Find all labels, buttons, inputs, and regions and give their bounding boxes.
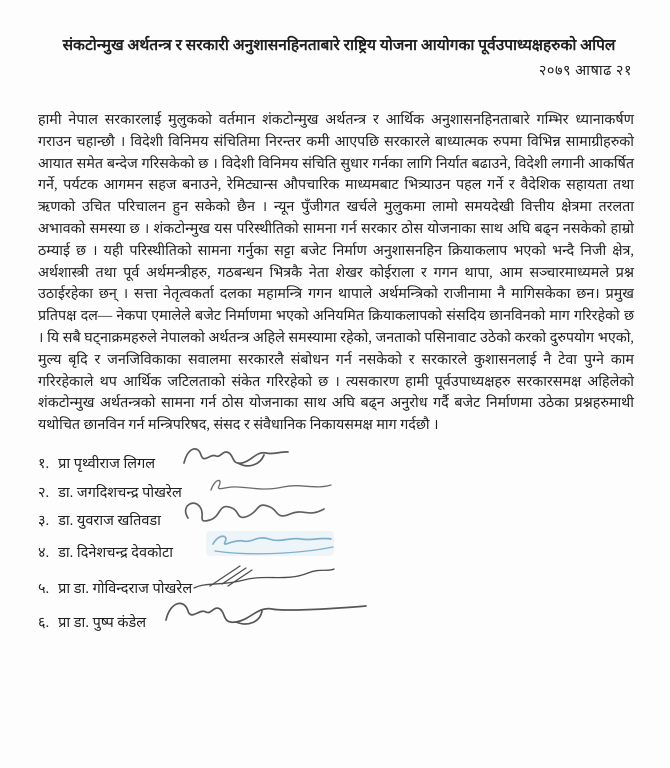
signatory-row <box>38 510 670 540</box>
signatory-row <box>38 612 670 642</box>
signatory-number: २. <box>38 485 50 501</box>
signatory-number: ४. <box>38 545 50 561</box>
signatory-name: डा. जगदिशचन्द्र पोखरेल <box>58 485 182 501</box>
signatory-number: ३. <box>38 513 50 529</box>
signatory-number: १. <box>38 456 50 472</box>
signatory-number: ६. <box>38 615 50 631</box>
document-date: २०७९ आषाढ २१ <box>538 63 632 79</box>
signatory-row <box>38 453 670 483</box>
signatory-name: प्रा डा. गोविन्दराज पोखरेल <box>58 581 193 597</box>
signatory-number: ५. <box>38 581 50 597</box>
appeal-body-paragraph: हामी नेपाल सरकारलाई मुलुकको वर्तमान शंकटोन्मुख अर्थतन्त्र र आर्थिक अनुशासनहिनताबारे गम्भिर ध्यानाकर्षण गराउन चहान्छौ । विदेशी विनिमय संचितिमा निरन्तर कमी आएपछि सरकारले बाध्यात्मक रुपमा विभिन्न सामाग्रीहरुको आयात समेत बन्देज गरिसकेको छ । विदेशी विनिमय संचिति सुधार गर्नका लागि निर्यात बढाउने, विदेशी लगानी आकर्षित गर्ने, पर्यटक आगमन सहज बनाउने, रेमिट्यान्स औपचारिक माध्यमबाट भित्र्याउन पहल गर्ने र वैदेशिक सहायता तथा ऋणको उचित परिचालन हुन सकेको छैन । न्यून पुँजीगत खर्चले मुलुकमा लामो समयदेखी वित्तीय क्षेत्रमा तरलता अभावको समस्या छ । शंकटोन्मुख यस परिस्थीतिको सामना गर्न सरकार ठोस योजनाका साथ अघि बढ्न नसकेको हाम्रो ठम्याई छ । यही परिस्थीतिको सामना गर्नुका सट्टा बजेट निर्माण अनुशासनहिन क्रियाकलाप भएको भन्दै निजी क्षेत्र, अर्थशास्त्री तथा पूर्व अर्थमन्त्रीहरु, गठबन्धन भित्रकै नेता शेखर कोईराला र गगन थापा, आम सञ्चारमाध्यमले प्रश्न उठाईरहेका छन् । सत्ता नेतृत्वकर्ता दलका महामन्त्रि गगन थापाले अर्थमन्त्रिको राजीनामा नै मागिसकेका छन। प्रमुख प्रतिपक्ष दल— नेकपा एमालेले बजेट निर्माणमा भएको अनियमित क्रियाकलापको संसदिय छानविनको माग गरिरहेको छ । यि सबै घट्नाक्रमहरुले नेपालको अर्थतन्त्र अहिले समस्यामा रहेको, जनताको पसिनावाट उठेको करको दुरुपयोग भएको, मुल्य बृदि र जनजिविकाका सवालमा सरकारलै संबोधन गर्न नसकेको र सरकारले कुशासनलाई नै टेवा पुग्ने काम गरिरहेकाले थप आर्थिक जटिलताको संकेत गरिरहेको छ । त्यसकारण हामी पूर्वउपाध्यक्षहरु सरकारसमक्ष अहिलेको शंकटोन्मुख अर्थतन्त्रको सामना गर्न ठोस योजनाका साथ अघि बढ्न अनुरोध गर्दै बजेट निर्माणमा उठेका प्रश्नहरुमाथी यथोचित छानविन गर्न मन्त्रिपरिषद, संसद र संवैधानिक निकायसमक्ष माग गर्दछौ । <box>38 112 634 434</box>
signatory-row <box>38 542 670 572</box>
signatory-name: प्रा डा. पुष्प कंडेल <box>58 615 147 631</box>
signatory-name: डा. युवराज खतिवडा <box>58 513 161 529</box>
signatory-row <box>38 482 670 512</box>
signature-image <box>178 441 293 471</box>
document-title: संकटोन्मुख अर्थतन्त्र र सरकारी अनुशासनहिनताबारे राष्ट्रिय योजना आयोगका पूर्वउपाध्यक्षहरुको अपिल <box>62 37 616 54</box>
signatory-name: डा. दिनेशचन्द्र देवकोटा <box>58 545 174 561</box>
signatory-row <box>38 578 670 608</box>
signatory-name: प्रा पृथ्वीराज लिगल <box>58 456 156 472</box>
